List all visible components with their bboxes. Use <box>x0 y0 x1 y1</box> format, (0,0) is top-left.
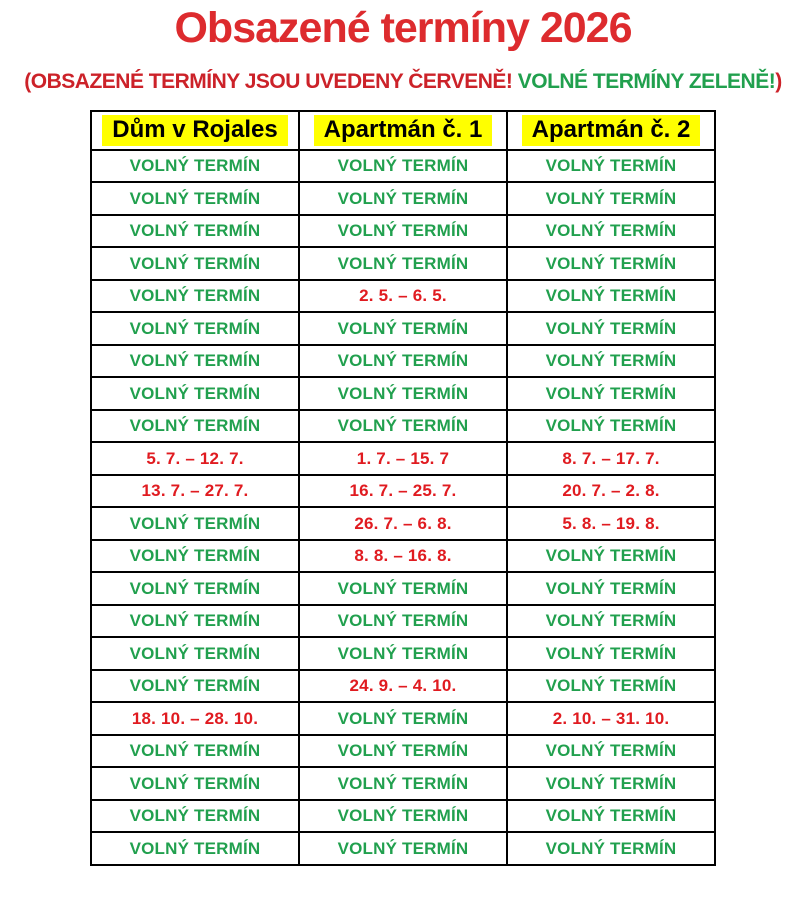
table-row <box>91 572 715 605</box>
free-slot-cell: VOLNÝ TERMÍN <box>507 637 715 670</box>
table-row <box>91 182 715 215</box>
busy-slot-cell: 2. 10. – 31. 10. <box>507 702 715 735</box>
legend-closing-paren: ) <box>775 69 782 93</box>
column-header-label: Dům v Rojales <box>102 115 287 146</box>
busy-slot-cell: 16. 7. – 25. 7. <box>299 475 507 508</box>
free-slot-cell: VOLNÝ TERMÍN <box>299 832 507 865</box>
free-slot-cell: VOLNÝ TERMÍN <box>91 507 299 540</box>
free-slot-cell: VOLNÝ TERMÍN <box>91 800 299 833</box>
busy-slot-cell: 5. 8. – 19. 8. <box>507 507 715 540</box>
table-row <box>91 150 715 183</box>
free-slot-cell: VOLNÝ TERMÍN <box>91 670 299 703</box>
busy-slot-cell: 5. 7. – 12. 7. <box>91 442 299 475</box>
free-slot-cell: VOLNÝ TERMÍN <box>507 767 715 800</box>
busy-slot-cell: 8. 7. – 17. 7. <box>507 442 715 475</box>
free-slot-cell: VOLNÝ TERMÍN <box>91 605 299 638</box>
free-slot-cell: VOLNÝ TERMÍN <box>507 182 715 215</box>
busy-slot-cell: 13. 7. – 27. 7. <box>91 475 299 508</box>
free-slot-cell: VOLNÝ TERMÍN <box>507 247 715 280</box>
table-row <box>91 247 715 280</box>
free-slot-cell: VOLNÝ TERMÍN <box>507 832 715 865</box>
busy-slot-cell: 24. 9. – 4. 10. <box>299 670 507 703</box>
free-slot-cell: VOLNÝ TERMÍN <box>299 345 507 378</box>
free-slot-cell: VOLNÝ TERMÍN <box>91 312 299 345</box>
free-slot-cell: VOLNÝ TERMÍN <box>91 832 299 865</box>
busy-slot-cell: 1. 7. – 15. 7 <box>299 442 507 475</box>
free-slot-cell: VOLNÝ TERMÍN <box>299 247 507 280</box>
free-slot-cell: VOLNÝ TERMÍN <box>91 247 299 280</box>
column-header <box>507 111 715 150</box>
free-slot-cell: VOLNÝ TERMÍN <box>299 182 507 215</box>
free-slot-cell: VOLNÝ TERMÍN <box>299 215 507 248</box>
free-slot-cell: VOLNÝ TERMÍN <box>507 410 715 443</box>
free-slot-cell: VOLNÝ TERMÍN <box>91 540 299 573</box>
busy-slot-cell: 20. 7. – 2. 8. <box>507 475 715 508</box>
table-row <box>91 637 715 670</box>
free-slot-cell: VOLNÝ TERMÍN <box>507 280 715 313</box>
column-header-label: Apartmán č. 2 <box>522 115 701 146</box>
free-slot-cell: VOLNÝ TERMÍN <box>91 410 299 443</box>
free-slot-cell: VOLNÝ TERMÍN <box>299 767 507 800</box>
availability-table <box>90 110 716 866</box>
free-slot-cell: VOLNÝ TERMÍN <box>91 345 299 378</box>
free-slot-cell: VOLNÝ TERMÍN <box>299 800 507 833</box>
free-slot-cell: VOLNÝ TERMÍN <box>299 410 507 443</box>
free-slot-cell: VOLNÝ TERMÍN <box>299 312 507 345</box>
free-slot-cell: VOLNÝ TERMÍN <box>507 215 715 248</box>
table-row <box>91 475 715 508</box>
table-row <box>91 702 715 735</box>
free-slot-cell: VOLNÝ TERMÍN <box>507 670 715 703</box>
free-slot-cell: VOLNÝ TERMÍN <box>91 572 299 605</box>
free-slot-cell: VOLNÝ TERMÍN <box>91 767 299 800</box>
free-slot-cell: VOLNÝ TERMÍN <box>507 150 715 183</box>
free-slot-cell: VOLNÝ TERMÍN <box>299 605 507 638</box>
color-legend <box>0 70 806 94</box>
table-row <box>91 280 715 313</box>
free-slot-cell: VOLNÝ TERMÍN <box>91 637 299 670</box>
header-row <box>91 111 715 150</box>
table-row <box>91 377 715 410</box>
free-slot-cell: VOLNÝ TERMÍN <box>507 800 715 833</box>
free-slot-cell: VOLNÝ TERMÍN <box>91 377 299 410</box>
free-slot-cell: VOLNÝ TERMÍN <box>299 377 507 410</box>
column-header <box>91 111 299 150</box>
busy-slot-cell: 18. 10. – 28. 10. <box>91 702 299 735</box>
table-row <box>91 215 715 248</box>
free-slot-cell: VOLNÝ TERMÍN <box>299 702 507 735</box>
free-slot-cell: VOLNÝ TERMÍN <box>299 735 507 768</box>
legend-busy-note: (OBSAZENÉ TERMÍNY JSOU UVEDENY ČERVENĚ! <box>24 69 513 93</box>
legend-free-note: VOLNÉ TERMÍNY ZELENĚ! <box>512 69 776 93</box>
table-row <box>91 410 715 443</box>
free-slot-cell: VOLNÝ TERMÍN <box>91 150 299 183</box>
table-row <box>91 312 715 345</box>
column-header <box>299 111 507 150</box>
busy-slot-cell: 2. 5. – 6. 5. <box>299 280 507 313</box>
table-row <box>91 507 715 540</box>
free-slot-cell: VOLNÝ TERMÍN <box>91 215 299 248</box>
table-row <box>91 735 715 768</box>
table-row <box>91 605 715 638</box>
free-slot-cell: VOLNÝ TERMÍN <box>299 150 507 183</box>
free-slot-cell: VOLNÝ TERMÍN <box>91 735 299 768</box>
free-slot-cell: VOLNÝ TERMÍN <box>507 377 715 410</box>
busy-slot-cell: 8. 8. – 16. 8. <box>299 540 507 573</box>
availability-table-body <box>91 150 715 865</box>
busy-slot-cell: 26. 7. – 6. 8. <box>299 507 507 540</box>
free-slot-cell: VOLNÝ TERMÍN <box>299 637 507 670</box>
table-row <box>91 670 715 703</box>
table-row <box>91 767 715 800</box>
free-slot-cell: VOLNÝ TERMÍN <box>91 182 299 215</box>
table-row <box>91 345 715 378</box>
free-slot-cell: VOLNÝ TERMÍN <box>91 280 299 313</box>
table-row <box>91 442 715 475</box>
free-slot-cell: VOLNÝ TERMÍN <box>507 312 715 345</box>
table-row <box>91 540 715 573</box>
table-row <box>91 800 715 833</box>
free-slot-cell: VOLNÝ TERMÍN <box>507 540 715 573</box>
column-header-label: Apartmán č. 1 <box>314 115 493 146</box>
table-row <box>91 832 715 865</box>
free-slot-cell: VOLNÝ TERMÍN <box>507 605 715 638</box>
free-slot-cell: VOLNÝ TERMÍN <box>299 572 507 605</box>
page-title: Obsazené termíny 2026 <box>174 4 632 52</box>
free-slot-cell: VOLNÝ TERMÍN <box>507 735 715 768</box>
free-slot-cell: VOLNÝ TERMÍN <box>507 345 715 378</box>
free-slot-cell: VOLNÝ TERMÍN <box>507 572 715 605</box>
